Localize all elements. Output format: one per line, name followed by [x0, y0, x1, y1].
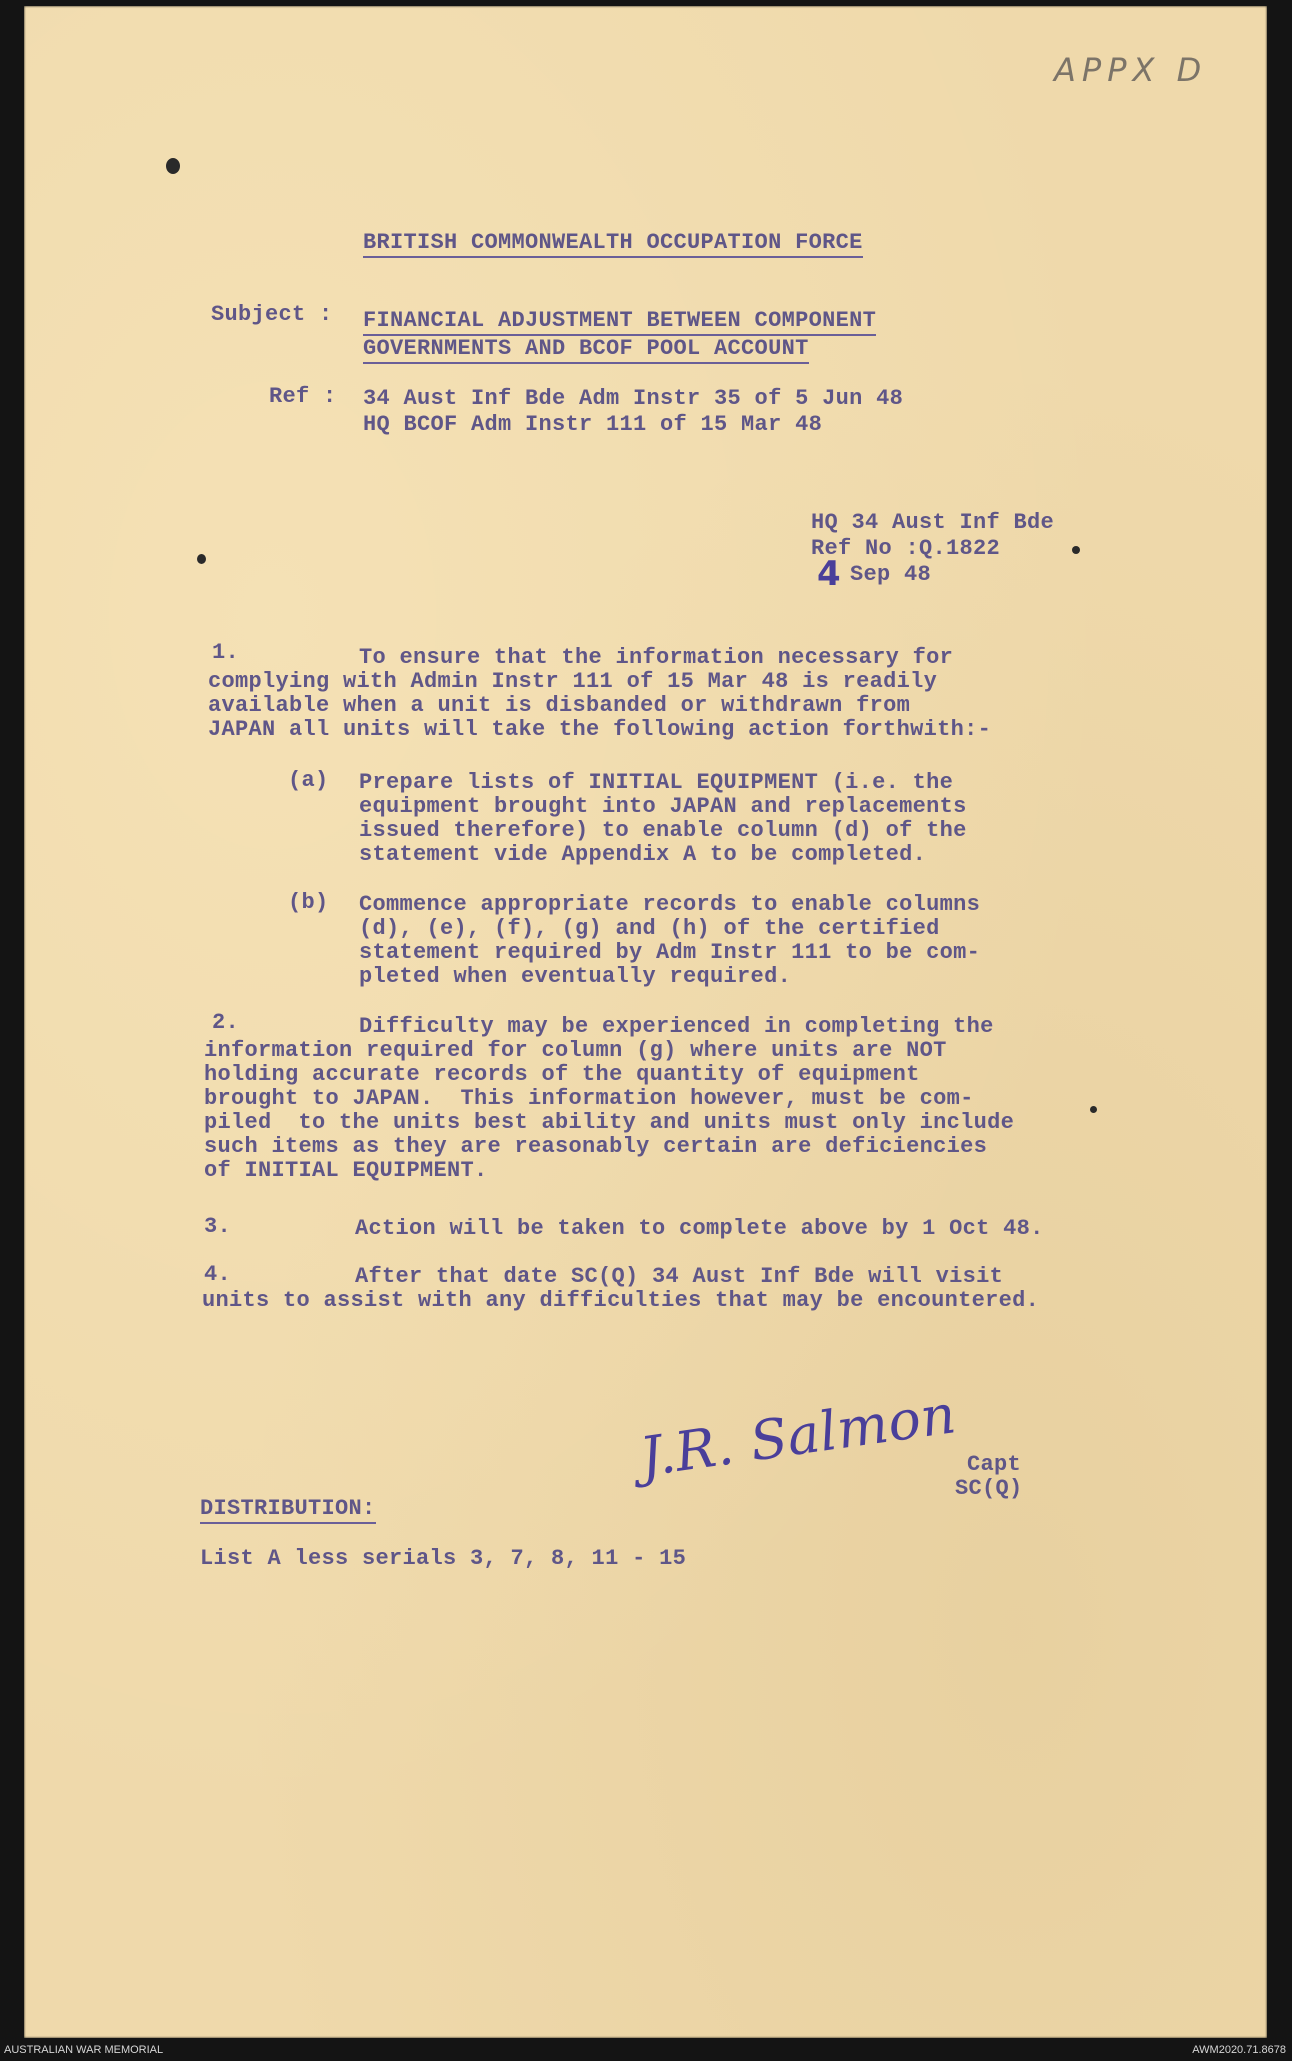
para-b-line: (d), (e), (f), (g) and (h) of the certified [359, 916, 940, 941]
para-4-line: After that date SC(Q) 34 Aust Inf Bde will visit [355, 1264, 1004, 1289]
distribution-label: DISTRIBUTION: [200, 1496, 376, 1524]
para-a-line: equipment brought into JAPAN and replacements [359, 794, 967, 819]
para-4-line: units to assist with any difficulties that may be encountered. [202, 1288, 1040, 1313]
para-1-line: complying with Admin Instr 111 of 15 Mar 48 is readily [208, 669, 938, 694]
para-2-number: 2. [212, 1010, 240, 1035]
punch-mark [1072, 546, 1080, 554]
para-a-line: issued therefore) to enable column (d) of the [359, 818, 967, 843]
footer-right: AWM2020.71.8678 [1192, 2044, 1286, 2056]
para-2-line: brought to JAPAN. This information however, must be com- [204, 1086, 974, 1111]
punch-mark [1090, 1106, 1097, 1113]
para-1-line: JAPAN all units will take the following action forthwith:- [208, 717, 992, 742]
para-a-number: (a) [288, 768, 329, 793]
distribution-list: List A less serials 3, 7, 8, 11 - 15 [200, 1546, 687, 1571]
ref-line-2: HQ BCOF Adm Instr 111 of 15 Mar 48 [363, 412, 823, 437]
para-1-line: available when a unit is disbanded or withdrawn from [208, 693, 911, 718]
office-date: Sep 48 [850, 562, 932, 587]
para-3-number: 3. [204, 1214, 232, 1239]
document-page [24, 6, 1267, 2038]
ref-line-1: 34 Aust Inf Bde Adm Instr 35 of 5 Jun 48 [363, 386, 904, 411]
para-b-number: (b) [288, 890, 329, 915]
subject-line-2: GOVERNMENTS AND BCOF POOL ACCOUNT [363, 336, 809, 364]
para-2-line: Difficulty may be experienced in completing the [359, 1014, 994, 1039]
signature: J.R. Salmon [636, 1382, 960, 1489]
para-2-line: such items as they are reasonably certain are deficiencies [204, 1134, 988, 1159]
punch-mark [166, 158, 180, 174]
para-b-line: statement required by Adm Instr 111 to be com- [359, 940, 981, 965]
punch-mark [197, 554, 206, 564]
para-1-line: To ensure that the information necessary for [359, 645, 954, 670]
footer-left: AUSTRALIAN WAR MEMORIAL [4, 2044, 164, 2056]
office-ref-no: Ref No :Q.1822 [811, 536, 1001, 561]
office-hq: HQ 34 Aust Inf Bde [811, 510, 1055, 535]
ref-label: Ref : [269, 384, 337, 409]
office-day-handwritten: 4 [817, 554, 841, 594]
para-4-number: 4. [204, 1262, 232, 1287]
document-heading: BRITISH COMMONWEALTH OCCUPATION FORCE [363, 230, 863, 258]
para-1-number: 1. [212, 640, 240, 665]
subject-line-1: FINANCIAL ADJUSTMENT BETWEEN COMPONENT [363, 308, 876, 336]
para-a-line: Prepare lists of INITIAL EQUIPMENT (i.e. the [359, 770, 954, 795]
subject-label: Subject : [211, 302, 333, 327]
para-2-line: of INITIAL EQUIPMENT. [204, 1158, 488, 1183]
para-2-line: piled to the units best ability and units must only include [204, 1110, 1015, 1135]
para-3-line: Action will be taken to complete above by 1 Oct 48. [355, 1216, 1044, 1241]
para-a-line: statement vide Appendix A to be completed. [359, 842, 927, 867]
signature-rank: Capt [967, 1452, 1022, 1477]
pencil-annotation: APPX D [1054, 51, 1208, 89]
signature-role: SC(Q) [955, 1476, 1023, 1501]
para-b-line: pleted when eventually required. [359, 964, 792, 989]
para-b-line: Commence appropriate records to enable columns [359, 892, 981, 917]
para-2-line: information required for column (g) where units are NOT [204, 1038, 947, 1063]
para-2-line: holding accurate records of the quantity of equipment [204, 1062, 920, 1087]
